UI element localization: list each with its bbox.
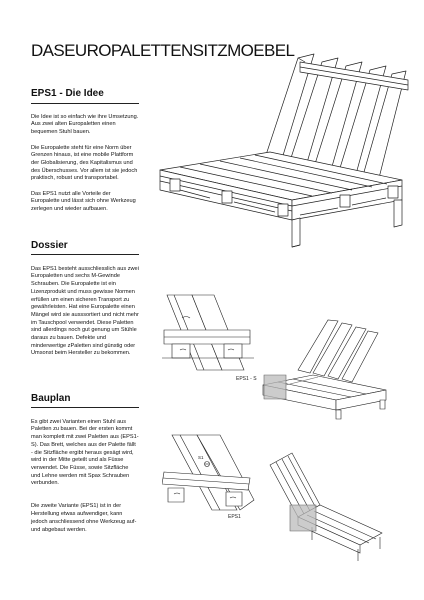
- section-body-idee: [31, 106, 139, 214]
- paragraph: Es gibt zwei Varianten einen Stuhl aus Paletten zu bauen. Bei der ersten kommt man komplett mit zwei Paletten aus (EPS1-S). Das Brett, welches aus der Palette fällt - die Sitzfläche ergibt heraus gesägt wird, wird in der Mitte geteilt und als Füsse verwendet. Die Füsse, sowie Sitzfläche und Lehne werden mit Spax Schrauben verbunden.: [31, 418, 139, 487]
- chair-isometric-drawing: [150, 40, 420, 260]
- section-body-dossier: [31, 258, 139, 358]
- detail-drawing-eps1: [162, 430, 257, 512]
- paragraph: Die Idee ist so einfach wie ihre Umsetzung. Aus zwei alten Europaletten einen bequemen Stuhl bauen.: [31, 113, 139, 136]
- paragraph: Die zweite Variante (EPS1) ist in der Herstellung etwas aufwendiger, kann jedoch anschliessend ohne Werkzeug auf- und abgebaut werden.: [31, 503, 137, 533]
- section-heading-bauplan: Bauplan: [31, 393, 71, 404]
- caption-eps1: EPS1: [228, 514, 241, 520]
- paragraph: Das EPS1 besteht ausschliesslich aus zwei Europaletten und sechs M-Gewinde Schrauben. Die Europalette ist ein Lizenzprodukt und muss gewisse Normen erfüllen um einen sicheren Transport zu gewährleisten. Hat eine Europalette einen Mängel wird sie ausssortiert und nicht mehr im Tauschpool verwendet. Diese Paletten sind allerdings noch gut genung um Stühle daraus zu bauen. Defekte und minderwertige zPaletten sind günstig oder Umsonst beim Hersteller zu bekommen.: [31, 265, 139, 357]
- section-rule-bauplan: [31, 407, 139, 408]
- section-heading-idee: EPS1 - Die Idee: [31, 88, 104, 99]
- section-rule-idee: [31, 103, 139, 104]
- detail-label-s1: S1: [198, 455, 204, 460]
- chair-eps1-drawing: [262, 445, 392, 565]
- section-rule-dossier: [31, 254, 139, 255]
- seat-pallet: [160, 152, 402, 220]
- section-body-bauplan: [31, 411, 139, 534]
- paragraph: Die Europalette steht für eine Norm über Grenzen hinaus, ist eine mobile Plattform der Globalisierung, des Kapitalismus und des Überschusses. Vor allem ist sie jedoch praktisch, robust und transportabel.: [31, 144, 138, 182]
- highlight-box: [290, 505, 316, 531]
- section-heading-dossier: Dossier: [31, 240, 68, 251]
- caption-eps1-s: EPS1 - S: [236, 376, 257, 382]
- highlight-box: [264, 375, 286, 399]
- paragraph: Das EPS1 nutzt alle Vorteile der Europalette und lässt sich ohne Werkzeug zerlegen und wieder aufbauen.: [31, 190, 136, 213]
- detail-drawing-eps1-s: [162, 290, 257, 374]
- document-title: DASEUROPALETTENSITZMOEBEL: [31, 41, 295, 60]
- chair-eps1-s-drawing: [258, 315, 398, 420]
